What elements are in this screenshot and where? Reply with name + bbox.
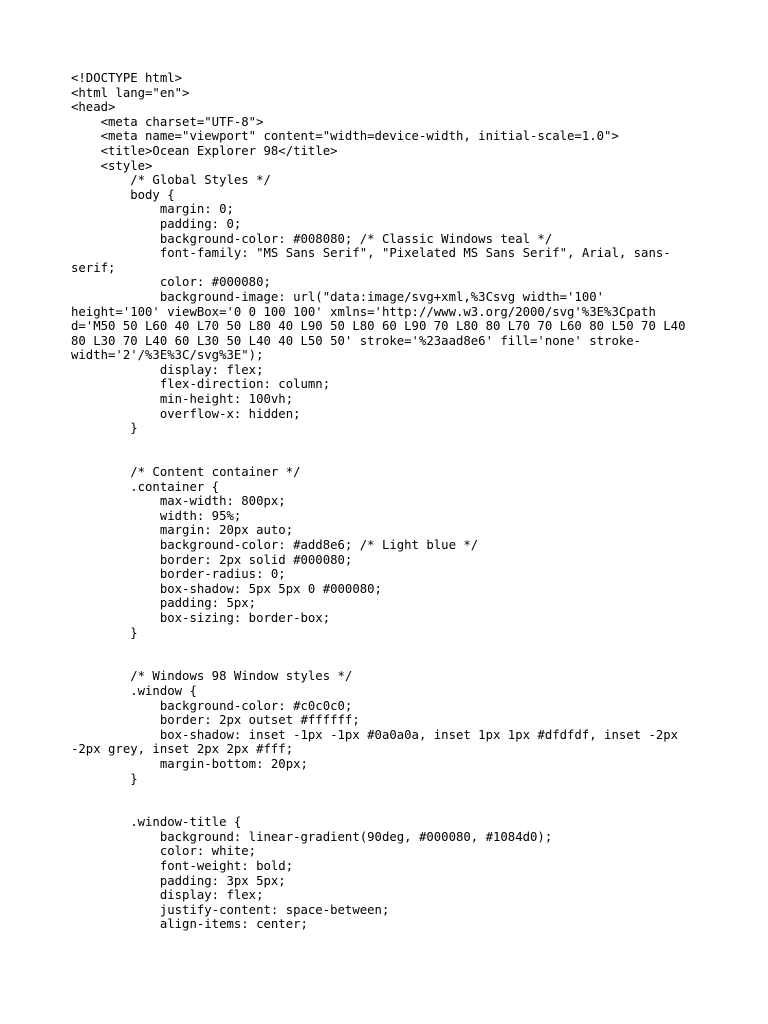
code-line: /* Windows 98 Window styles */: [71, 669, 353, 684]
code-line: <title>Ocean Explorer 98</title>: [71, 143, 338, 158]
code-line: font-weight: bold;: [71, 859, 294, 874]
code-line: justify-content: space-between;: [71, 902, 390, 917]
code-line: .window {: [71, 683, 197, 698]
code-line: }: [71, 625, 138, 640]
code-line: height='100' viewBox='0 0 100 100' xmlns='http://www.w3.org/2000/svg'%3E%3Cpath: [71, 304, 656, 319]
code-line: <style>: [71, 158, 153, 173]
code-line: box-sizing: border-box;: [71, 610, 331, 625]
code-line: body {: [71, 187, 175, 202]
code-line: min-height: 100vh;: [71, 392, 294, 407]
code-line: background-image: url("data:image/svg+xml,%3Csvg width='100': [71, 289, 605, 304]
code-line: <meta name="viewport" content="width=device-width, initial-scale=1.0">: [71, 129, 619, 144]
code-line: /* Content container */: [71, 465, 301, 480]
code-line: -2px grey, inset 2px 2px #fff;: [71, 742, 294, 757]
code-line: margin-bottom: 20px;: [71, 756, 308, 771]
code-line: [71, 786, 711, 801]
code-line: [71, 655, 711, 670]
code-line: max-width: 800px;: [71, 494, 286, 509]
code-line: d='M50 50 L60 40 L70 50 L80 40 L90 50 L80 60 L90 70 L80 80 L70 70 L60 80 L50 70 L40: [71, 319, 686, 334]
code-line: padding: 5px;: [71, 596, 257, 611]
code-line: border: 2px outset #ffffff;: [71, 713, 360, 728]
code-line: padding: 3px 5px;: [71, 873, 286, 888]
code-line: align-items: center;: [71, 917, 308, 932]
code-line: margin: 20px auto;: [71, 523, 294, 538]
code-line: }: [71, 421, 138, 436]
code-line: [71, 436, 711, 451]
code-line: overflow-x: hidden;: [71, 406, 301, 421]
code-line: background: linear-gradient(90deg, #000080, #1084d0);: [71, 829, 553, 844]
code-line: <head>: [71, 100, 116, 115]
code-line: background-color: #add8e6; /* Light blue */: [71, 538, 479, 552]
code-line: background-color: #c0c0c0;: [71, 698, 353, 713]
code-line: }: [71, 771, 138, 786]
code-line: flex-direction: column;: [71, 377, 331, 392]
code-line: color: white;: [71, 844, 257, 859]
code-line: border-radius: 0;: [71, 567, 286, 582]
code-line: box-shadow: 5px 5px 0 #000080;: [71, 581, 382, 596]
code-line: <meta charset="UTF-8">: [71, 114, 264, 129]
document-page: [71, 71, 711, 932]
code-line: width: 95%;: [71, 508, 242, 523]
code-line: width='2'/%3E%3C/svg%3E");: [71, 348, 264, 363]
code-line: serif;: [71, 260, 116, 275]
code-line: margin: 0;: [71, 202, 234, 217]
code-line: display: flex;: [71, 362, 264, 377]
code-line: background-color: #008080; /* Classic Windows teal */: [71, 231, 553, 246]
code-line: 80 L30 70 L40 60 L30 50 L40 40 L50 50' stroke='%23aad8e6' fill='none' stroke-: [71, 333, 642, 348]
code-line: /* Global Styles */: [71, 173, 271, 188]
code-line: font-family: "MS Sans Serif", "Pixelated MS Sans Serif", Arial, sans-: [71, 246, 671, 261]
code-line: [71, 450, 711, 465]
code-line: [71, 801, 711, 816]
code-line: [71, 640, 711, 655]
code-line: <!DOCTYPE html>: [71, 71, 183, 85]
code-line: .container {: [71, 479, 220, 494]
code-line: border: 2px solid #000080;: [71, 552, 353, 567]
code-line: box-shadow: inset -1px -1px #0a0a0a, inset 1px 1px #dfdfdf, inset -2px: [71, 727, 679, 742]
code-line: .window-title {: [71, 815, 242, 830]
code-line: padding: 0;: [71, 216, 242, 231]
code-line: <html lang="en">: [71, 85, 190, 100]
code-line: color: #000080;: [71, 275, 271, 290]
code-line: display: flex;: [71, 888, 264, 903]
